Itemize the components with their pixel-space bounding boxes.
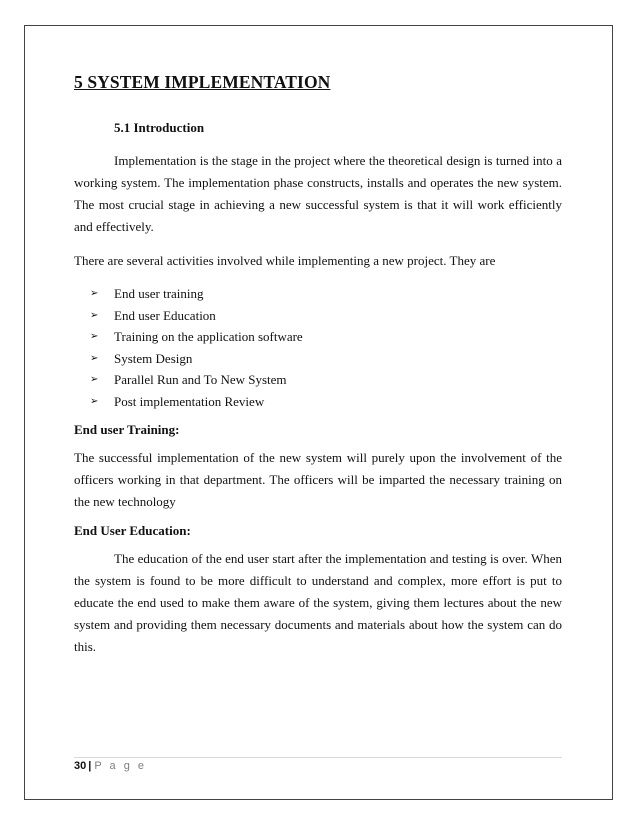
list-item-label: End user training bbox=[114, 286, 204, 301]
page-label: P a g e bbox=[94, 760, 147, 772]
activities-list bbox=[74, 283, 562, 412]
intro-paragraph: Implementation is the stage in the project where the theoretical design is turned into a working system. The implementation phase constructs, installs and operates the new system. The most crucial stage in achieving a new successful system is that it will work efficiently and effectively. bbox=[74, 153, 562, 234]
list-item bbox=[74, 348, 562, 370]
footer-divider bbox=[74, 757, 562, 758]
training-heading: End user Training: bbox=[74, 422, 180, 437]
arrow-bullet-icon: ➢ bbox=[90, 374, 99, 385]
list-item bbox=[74, 326, 562, 348]
education-paragraph: The education of the end user start after the implementation and testing is over. When the system is found to be more difficult to understand and complex, more effort is put to educate the end used to make them aware of the system, giving them lectures about the new system and providing them necessary documents and materials about how the system can do this. bbox=[74, 551, 562, 654]
education-heading: End User Education: bbox=[74, 523, 191, 538]
page-footer bbox=[74, 760, 147, 772]
list-item-label: Post implementation Review bbox=[114, 393, 265, 409]
training-paragraph: The successful implementation of the new system will purely upon the involvement of the officers working in that department. The officers will be imparted the necessary training on the new technology bbox=[74, 450, 562, 509]
list-item-label: System Design bbox=[114, 350, 193, 366]
arrow-bullet-icon: ➢ bbox=[90, 395, 99, 407]
activities-intro: There are several activities involved while implementing a new project. They are bbox=[74, 253, 496, 268]
page-number: 30 bbox=[74, 760, 87, 772]
subsection-title: 5.1 Introduction bbox=[114, 120, 205, 135]
list-item bbox=[74, 391, 562, 413]
arrow-bullet-icon: ➢ bbox=[90, 288, 99, 299]
list-item-label: Parallel Run and To New System bbox=[114, 372, 287, 387]
footer-separator: | bbox=[88, 760, 92, 772]
list-item-label: End user Education bbox=[114, 307, 216, 323]
list-item bbox=[74, 305, 562, 327]
section-title: 5 SYSTEM IMPLEMENTATION bbox=[74, 72, 331, 92]
page-content bbox=[74, 72, 562, 658]
list-item bbox=[74, 369, 562, 391]
arrow-bullet-icon: ➢ bbox=[90, 352, 99, 364]
list-item-label: Training on the application software bbox=[114, 329, 303, 344]
arrow-bullet-icon: ➢ bbox=[90, 309, 99, 321]
arrow-bullet-icon: ➢ bbox=[90, 331, 99, 342]
list-item bbox=[74, 283, 562, 305]
